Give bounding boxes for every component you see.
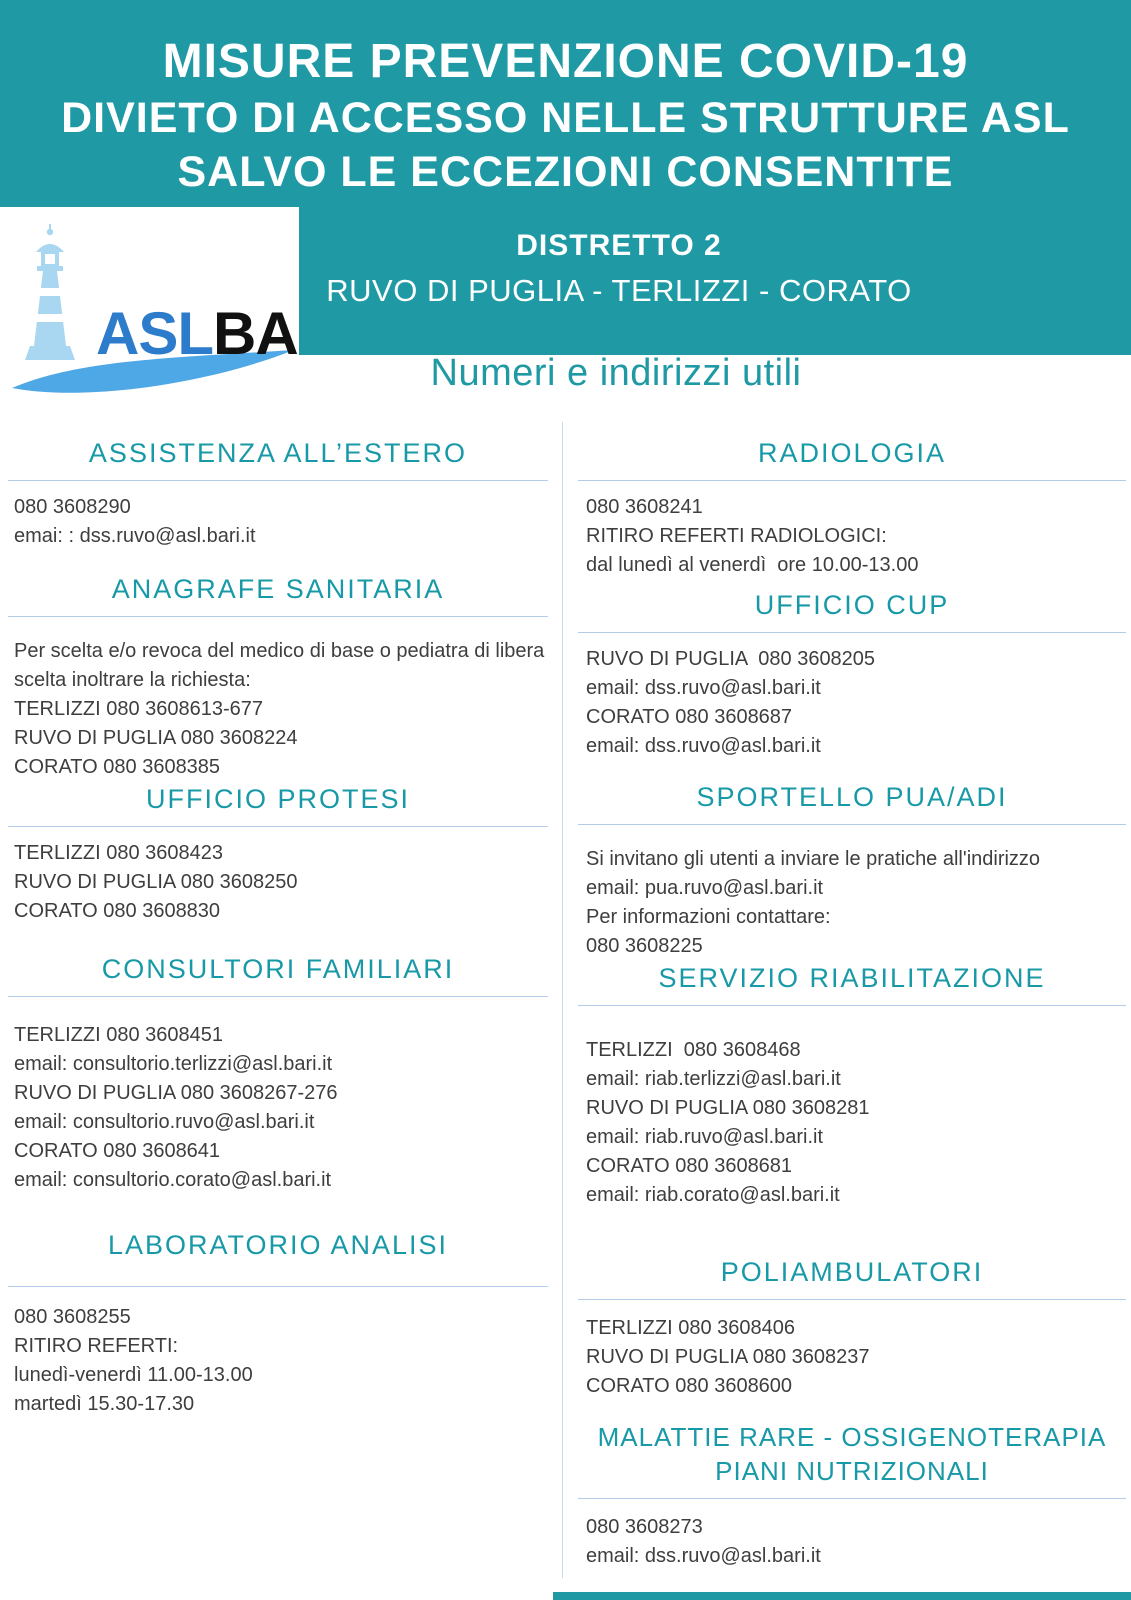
contact-line: email: consultorio.corato@asl.bari.it — [14, 1169, 332, 1191]
section-title: UFFICIO PROTESI — [145, 784, 410, 814]
contact-line: email: dss.ruvo@asl.bari.it — [586, 735, 821, 757]
contact-line: 080 3608255 — [14, 1306, 131, 1328]
banner-subtitle-1: DIVIETO DI ACCESSO NELLE STRUTTURE ASL — [61, 94, 1070, 142]
contact-line: TERLIZZI 080 3608451 — [14, 1024, 224, 1046]
contact-line: email: dss.ruvo@asl.bari.it — [586, 677, 821, 699]
section-sportello-pua-adi — [578, 780, 1126, 961]
contact-line: lunedì-venerdì 11.00-13.00 — [14, 1364, 253, 1386]
contact-line: RUVO DI PUGLIA 080 3608224 — [14, 727, 298, 749]
contact-line: email: riab.terlizzi@asl.bari.it — [586, 1068, 841, 1090]
logo-text-ba: BA — [213, 300, 298, 367]
left-column — [8, 420, 548, 1419]
section-title: ASSISTENZA ALL’ESTERO — [88, 438, 468, 468]
right-column — [578, 420, 1126, 1571]
contact-line: CORATO 080 3608681 — [586, 1155, 793, 1177]
contact-line: email: pua.ruvo@asl.bari.it — [586, 877, 824, 899]
section-rule — [8, 480, 548, 481]
contact-line: emai: : dss.ruvo@asl.bari.it — [14, 525, 256, 547]
section-title-line2: PIANI NUTRIZIONALI — [715, 1456, 989, 1486]
contact-line: Si invitano gli utenti a inviare le pratiche all'indirizzo — [586, 848, 1041, 870]
contact-line: TERLIZZI 080 3608423 — [14, 842, 224, 864]
top-banner — [0, 0, 1131, 207]
contact-line: CORATO 080 3608600 — [586, 1375, 793, 1397]
section-rule — [578, 1299, 1126, 1300]
section-title: CONSULTORI FAMILIARI — [101, 954, 455, 984]
contact-line: RUVO DI PUGLIA 080 3608205 — [586, 648, 876, 670]
contact-line: email: consultorio.ruvo@asl.bari.it — [14, 1111, 315, 1133]
section-assistenza-estero — [8, 436, 548, 551]
contact-line: email: consultorio.terlizzi@asl.bari.it — [14, 1053, 333, 1075]
section-ufficio-cup — [578, 588, 1126, 761]
logo-text — [96, 299, 298, 368]
contact-line: TERLIZZI 080 3608468 — [586, 1039, 801, 1061]
page-title: Numeri e indirizzi utili — [430, 352, 802, 394]
section-poliambulatori — [578, 1255, 1126, 1401]
contact-line: CORATO 080 3608687 — [586, 706, 793, 728]
contact-line: email: riab.ruvo@asl.bari.it — [586, 1126, 824, 1148]
contact-line: RITIRO REFERTI: — [14, 1335, 179, 1357]
contact-line: RUVO DI PUGLIA 080 3608250 — [14, 871, 298, 893]
contact-line: CORATO 080 3608830 — [14, 900, 221, 922]
district-towns: RUVO DI PUGLIA - TERLIZZI - CORATO — [326, 273, 912, 308]
section-ufficio-protesi — [8, 782, 548, 926]
section-title: SERVIZIO RIABILITAZIONE — [658, 963, 1046, 993]
contact-line: RUVO DI PUGLIA 080 3608281 — [586, 1097, 870, 1119]
contact-line: RUVO DI PUGLIA 080 3608237 — [586, 1346, 870, 1368]
section-rule — [8, 826, 548, 827]
contact-line: 080 3608273 — [586, 1516, 703, 1538]
district-title: DISTRETTO 2 — [516, 229, 722, 262]
section-rule — [578, 632, 1126, 633]
contact-line: 080 3608241 — [586, 496, 703, 518]
banner-subtitle-2: SALVO LE ECCEZIONI CONSENTITE — [177, 148, 954, 196]
contact-line: Per informazioni contattare: — [586, 906, 831, 928]
section-rule — [578, 480, 1126, 481]
section-rule — [8, 1286, 548, 1287]
contact-line: 080 3608225 — [586, 935, 703, 957]
section-title: UFFICIO CUP — [754, 590, 950, 620]
district-banner — [299, 207, 1131, 355]
section-anagrafe-sanitaria — [8, 572, 548, 782]
banner-title: MISURE PREVENZIONE COVID-19 — [162, 35, 969, 88]
section-radiologia — [578, 436, 1126, 580]
section-title: POLIAMBULATORI — [720, 1257, 984, 1287]
section-rule — [8, 996, 548, 997]
contact-line: Per scelta e/o revoca del medico di base o pediatra di libera scelta inoltrare la richiesta: — [14, 640, 550, 691]
contact-line: martedì 15.30-17.30 — [14, 1393, 195, 1415]
section-servizio-riabilitazione — [578, 961, 1126, 1210]
section-rule — [578, 1498, 1126, 1499]
section-consultori-familiari — [8, 952, 548, 1195]
section-title: LABORATORIO ANALISI — [107, 1230, 449, 1260]
contact-line: RITIRO REFERTI RADIOLOGICI: — [586, 525, 887, 547]
contact-line: CORATO 080 3608641 — [14, 1140, 221, 1162]
section-malattie-rare — [578, 1420, 1126, 1571]
column-divider — [562, 422, 563, 1578]
section-rule — [578, 1005, 1126, 1006]
logo-text-asl: ASL — [96, 300, 213, 367]
contact-line: TERLIZZI 080 3608613-677 — [14, 698, 264, 720]
section-laboratorio-analisi — [8, 1228, 548, 1419]
section-title: SPORTELLO PUA/ADI — [696, 782, 1008, 812]
section-title: MALATTIE RARE - OSSIGENOTERAPIA — [597, 1422, 1107, 1452]
contact-line: 080 3608290 — [14, 496, 131, 518]
contact-line: email: riab.corato@asl.bari.it — [586, 1184, 840, 1206]
contact-line: CORATO 080 3608385 — [14, 756, 221, 778]
bottom-accent-bar — [553, 1592, 1131, 1600]
contact-line: RUVO DI PUGLIA 080 3608267-276 — [14, 1082, 338, 1104]
contact-line: TERLIZZI 080 3608406 — [586, 1317, 796, 1339]
section-title: RADIOLOGIA — [757, 438, 947, 468]
asl-logo — [0, 207, 299, 417]
section-title: ANAGRAFE SANITARIA — [111, 574, 445, 604]
contact-line: dal lunedì al venerdì ore 10.00-13.00 — [586, 554, 919, 576]
contact-line: email: dss.ruvo@asl.bari.it — [586, 1545, 821, 1567]
section-rule — [8, 616, 548, 617]
section-rule — [578, 824, 1126, 825]
